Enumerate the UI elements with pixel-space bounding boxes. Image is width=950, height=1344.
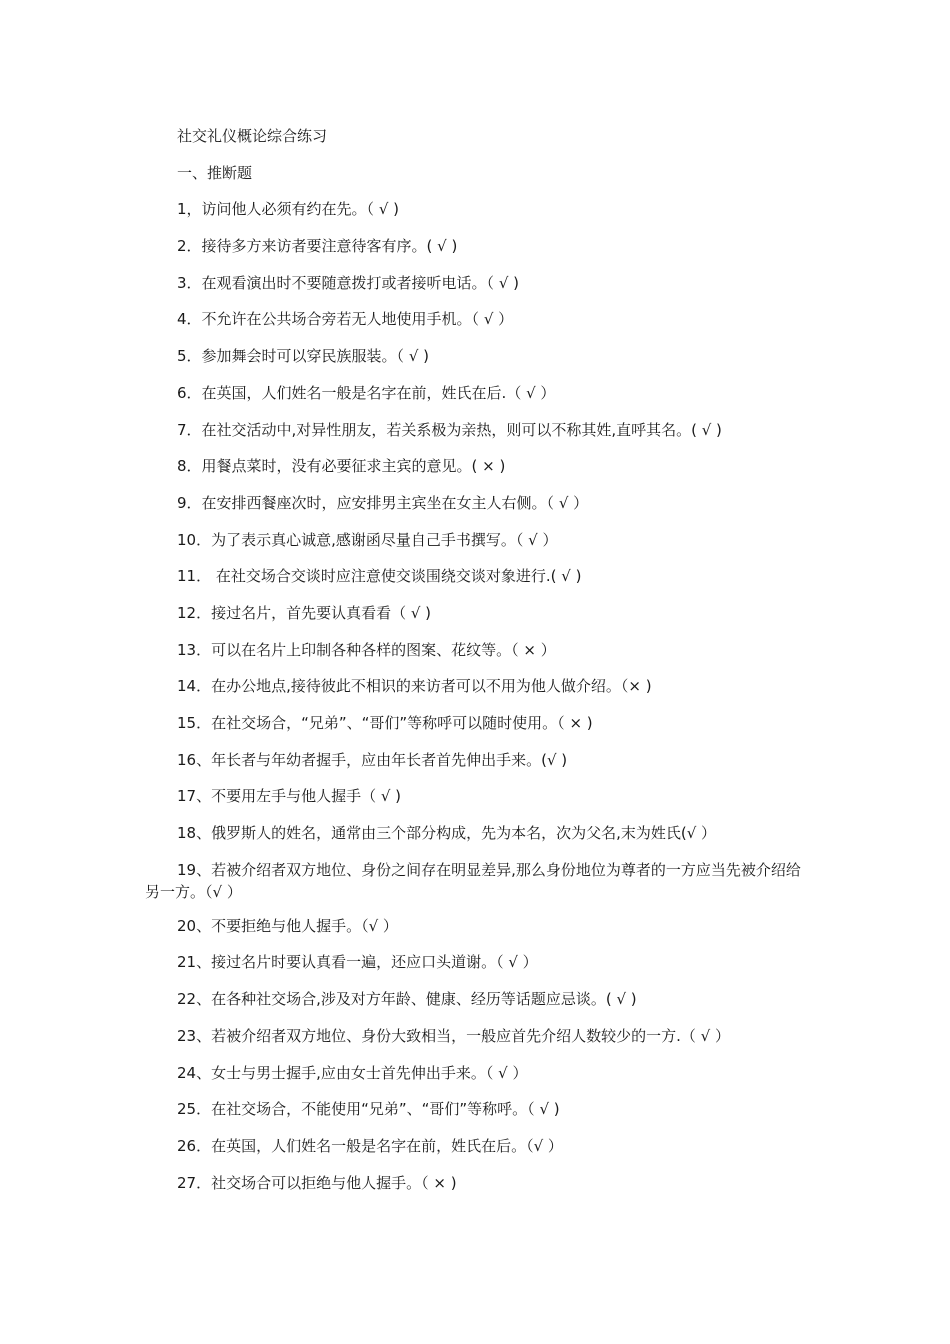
list-item: 10．为了表示真心诚意,感谢函尽量自己手书撰写。（ √ ） (177, 530, 558, 549)
list-item: 25．在社交场合，不能使用“兄弟”、“哥们”等称呼。（ √ ) (177, 1100, 560, 1119)
document-body (145, 127, 810, 1210)
list-item: 12．接过名片，首先要认真看看（ √ ) (177, 603, 432, 622)
list-item: 5．参加舞会时可以穿民族服装。（ √ ) (177, 347, 429, 366)
list-item: 11． 在社交场合交谈时应注意使交谈围绕交谈对象进行.( √ ) (177, 567, 582, 586)
list-item: 8．用餐点菜时，没有必要征求主宾的意见。( × ) (177, 457, 506, 476)
list-item: 26．在英国，人们姓名一般是名字在前，姓氏在后。（√ ） (177, 1136, 563, 1155)
list-item: 9．在安排西餐座次时，应安排男主宾坐在女主人右侧。（ √ ） (177, 493, 589, 512)
list-item: 23、若被介绍者双方地位、身份大致相当，一般应首先介绍人数较少的一方.（ √ ） (177, 1026, 730, 1045)
list-item: 18、俄罗斯人的姓名，通常由三个部分构成，先为本名，次为父名,末为姓氏(√ ） (177, 824, 717, 843)
list-item: 21、接过名片时要认真看一遍，还应口头道谢。（ √ ） (177, 953, 538, 972)
list-item: 14．在办公地点,接待彼此不相识的来访者可以不用为他人做介绍。（× ) (177, 677, 652, 696)
list-item: 1，访问他人必须有约在先。（ √ ) (177, 200, 399, 219)
list-item: 22、在各种社交场合,涉及对方年龄、健康、经历等话题应忌谈。( √ ) (177, 990, 637, 1009)
list-item: 19、若被介绍者双方地位、身份之间存在明显差异,那么身份地位为尊者的一方应当先被介绍给另一方。（√ ） (145, 860, 801, 901)
list-item: 20、不要拒绝与他人握手。（√ ） (177, 916, 398, 935)
list-item: 17、不要用左手与他人握手（ √ ) (177, 787, 402, 806)
list-item: 27．社交场合可以拒绝与他人握手。（ × ) (177, 1173, 457, 1192)
list-item: 24、女士与男士握手,应由女士首先伸出手来。（ √ ） (177, 1063, 528, 1082)
list-item: 4．不允许在公共场合旁若无人地使用手机。（ √ ） (177, 310, 514, 329)
list-item: 13．可以在名片上印制各种各样的图案、花纹等。（ × ） (177, 640, 556, 659)
section-heading: 一、推断题 (177, 163, 253, 182)
list-item: 15．在社交场合，“兄弟”、“哥们”等称呼可以随时使用。（ × ) (177, 714, 593, 732)
list-item: 2．接待多方来访者要注意待客有序。( √ ) (177, 237, 458, 256)
document-title: 社交礼仪概论综合练习 (177, 127, 328, 145)
list-item: 16、年长者与年幼者握手，应由年长者首先伸出手来。(√ ) (177, 750, 568, 769)
list-item: 3．在观看演出时不要随意拨打或者接听电话。（ √ ) (177, 273, 519, 292)
list-item: 7．在社交活动中,对异性朋友，若关系极为亲热，则可以不称其姓,直呼其名。( √ ) (177, 420, 722, 439)
list-item: 6．在英国，人们姓名一般是名字在前，姓氏在后.（ √ ） (177, 383, 556, 402)
